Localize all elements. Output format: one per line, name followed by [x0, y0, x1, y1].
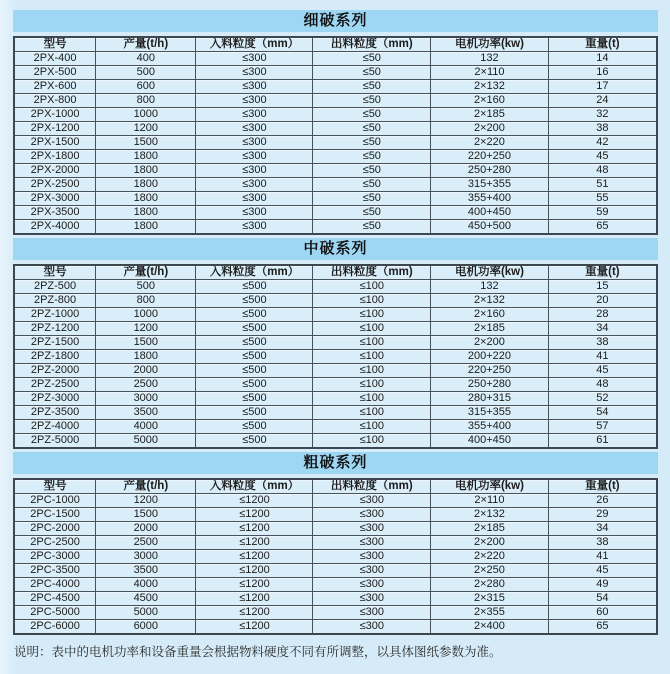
header-cell: 入料粒度（mm）: [196, 479, 313, 494]
cell: 2×110: [431, 66, 549, 80]
cell: 29: [548, 508, 657, 522]
header-cell: 型号: [14, 265, 96, 280]
cell: ≤100: [313, 364, 431, 378]
section-fine-crushing: [13, 10, 658, 235]
cell: 2PC-1000: [14, 494, 96, 508]
cell: 2PZ-500: [14, 280, 96, 294]
cell: ≤300: [196, 122, 313, 136]
cell: ≤300: [313, 606, 431, 620]
cell: 220+250: [431, 150, 549, 164]
cell: 1000: [96, 108, 196, 122]
cell: 2×200: [431, 536, 549, 550]
cell: 250+280: [431, 164, 549, 178]
cell: 38: [548, 336, 657, 350]
cell: 2PZ-2500: [14, 378, 96, 392]
cell: 1200: [96, 322, 196, 336]
table-row: [14, 536, 657, 550]
cell: ≤1200: [196, 564, 313, 578]
table-row: [14, 406, 657, 420]
cell: ≤300: [196, 52, 313, 66]
cell: 60: [548, 606, 657, 620]
cell: 45: [548, 150, 657, 164]
cell: 32: [548, 108, 657, 122]
cell: 132: [431, 52, 549, 66]
cell: 2PC-4000: [14, 578, 96, 592]
cell: 45: [548, 564, 657, 578]
footnote: 说明：表中的电机功率和设备重量会根据物料硬度不同有所调整，以具体图纸参数为准。: [14, 645, 502, 659]
table-row: [14, 392, 657, 406]
cell: ≤1200: [196, 620, 313, 635]
header-cell: 重量(t): [548, 479, 657, 494]
cell: 1800: [96, 192, 196, 206]
cell: 400: [96, 52, 196, 66]
header-cell: 电机功率(kw): [431, 37, 549, 52]
cell: 2PZ-3500: [14, 406, 96, 420]
cell: 355+400: [431, 420, 549, 434]
cell: 48: [548, 378, 657, 392]
header-cell: 入料粒度（mm）: [196, 37, 313, 52]
cell: ≤100: [313, 420, 431, 434]
cell: 2PX-1200: [14, 122, 96, 136]
cell: ≤50: [313, 52, 431, 66]
table-row: [14, 108, 657, 122]
cell: 38: [548, 536, 657, 550]
table-row: [14, 122, 657, 136]
cell: 2×185: [431, 322, 549, 336]
header-cell: 重量(t): [548, 37, 657, 52]
table-row: [14, 550, 657, 564]
cell: ≤50: [313, 108, 431, 122]
table-row: [14, 564, 657, 578]
cell: ≤100: [313, 280, 431, 294]
cell: ≤300: [196, 108, 313, 122]
cell: ≤300: [313, 494, 431, 508]
cell: 20: [548, 294, 657, 308]
cell: ≤300: [313, 536, 431, 550]
cell: 2PX-1800: [14, 150, 96, 164]
cell: 400+450: [431, 434, 549, 449]
cell: ≤1200: [196, 550, 313, 564]
cell: ≤300: [313, 578, 431, 592]
table-row: [14, 136, 657, 150]
cell: 2500: [96, 378, 196, 392]
cell: 48: [548, 164, 657, 178]
cell: ≤100: [313, 350, 431, 364]
table-row: [14, 522, 657, 536]
cell: 800: [96, 94, 196, 108]
cell: ≤500: [196, 406, 313, 420]
cell: 54: [548, 592, 657, 606]
cell: 2PZ-800: [14, 294, 96, 308]
cell: 17: [548, 80, 657, 94]
cell: 1800: [96, 150, 196, 164]
cell: 2PX-4000: [14, 220, 96, 235]
cell: 16: [548, 66, 657, 80]
cell: 1800: [96, 164, 196, 178]
cell: 65: [548, 220, 657, 235]
cell: ≤300: [313, 592, 431, 606]
cell: 2PZ-5000: [14, 434, 96, 449]
table-row: [14, 336, 657, 350]
header-cell: 产量(t/h): [96, 265, 196, 280]
cell: 3000: [96, 392, 196, 406]
cell: 2×132: [431, 508, 549, 522]
cell: 24: [548, 94, 657, 108]
cell: 1800: [96, 178, 196, 192]
cell: 280+315: [431, 392, 549, 406]
table-row: [14, 192, 657, 206]
table-row: [14, 178, 657, 192]
cell: 3500: [96, 564, 196, 578]
cell: 1500: [96, 336, 196, 350]
column-header-row: [14, 265, 657, 280]
cell: ≤500: [196, 336, 313, 350]
header-cell: 出料粒度（mm): [313, 265, 431, 280]
cell: 2×132: [431, 294, 549, 308]
cell: 2PX-3500: [14, 206, 96, 220]
cell: 500: [96, 66, 196, 80]
table-row: [14, 606, 657, 620]
cell: ≤300: [196, 206, 313, 220]
cell: 57: [548, 420, 657, 434]
header-cell: 电机功率(kw): [431, 479, 549, 494]
cell: ≤300: [196, 220, 313, 235]
cell: 34: [548, 522, 657, 536]
table-row: [14, 308, 657, 322]
cell: 2PX-1000: [14, 108, 96, 122]
cell: 65: [548, 620, 657, 635]
cell: ≤50: [313, 94, 431, 108]
cell: ≤300: [196, 136, 313, 150]
cell: 2PZ-1500: [14, 336, 96, 350]
cell: ≤100: [313, 308, 431, 322]
cell: ≤50: [313, 122, 431, 136]
table-row: [14, 364, 657, 378]
header-cell: 出料粒度（mm): [313, 479, 431, 494]
header-cell: 产量(t/h): [96, 479, 196, 494]
cell: 2500: [96, 536, 196, 550]
header-cell: 重量(t): [548, 265, 657, 280]
cell: 2PC-2500: [14, 536, 96, 550]
cell: ≤300: [196, 164, 313, 178]
header-cell: 产量(t/h): [96, 37, 196, 52]
cell: ≤1200: [196, 592, 313, 606]
cell: ≤100: [313, 406, 431, 420]
cell: 800: [96, 294, 196, 308]
cell: 3500: [96, 406, 196, 420]
cell: ≤1200: [196, 536, 313, 550]
cell: 2PZ-3000: [14, 392, 96, 406]
cell: ≤50: [313, 136, 431, 150]
cell: 51: [548, 178, 657, 192]
table-row: [14, 420, 657, 434]
cell: 2PZ-1800: [14, 350, 96, 364]
cell: 2PX-600: [14, 80, 96, 94]
table-row: [14, 280, 657, 294]
cell: 1800: [96, 206, 196, 220]
cell: 55: [548, 192, 657, 206]
cell: 15: [548, 280, 657, 294]
cell: ≤50: [313, 164, 431, 178]
table-row: [14, 378, 657, 392]
cell: 38: [548, 122, 657, 136]
table-row: [14, 494, 657, 508]
cell: 61: [548, 434, 657, 449]
table-row: [14, 322, 657, 336]
cell: 2×200: [431, 122, 549, 136]
cell: 2×185: [431, 522, 549, 536]
cell: ≤300: [196, 150, 313, 164]
table-row: [14, 80, 657, 94]
cell: 1200: [96, 494, 196, 508]
cell: 2PX-2000: [14, 164, 96, 178]
cell: 2PC-5000: [14, 606, 96, 620]
cell: 4000: [96, 420, 196, 434]
header-cell: 入料粒度（mm）: [196, 265, 313, 280]
header-cell: 出料粒度（mm): [313, 37, 431, 52]
cell: ≤500: [196, 308, 313, 322]
cell: ≤300: [196, 192, 313, 206]
cell: ≤500: [196, 378, 313, 392]
cell: ≤300: [196, 178, 313, 192]
cell: ≤1200: [196, 494, 313, 508]
cell: ≤500: [196, 350, 313, 364]
cell: 42: [548, 136, 657, 150]
cell: 2×132: [431, 80, 549, 94]
cell: 2000: [96, 522, 196, 536]
cell: ≤50: [313, 206, 431, 220]
cell: 2×280: [431, 578, 549, 592]
cell: 1800: [96, 220, 196, 235]
cell: 2000: [96, 364, 196, 378]
section-title-fine: 细破系列: [13, 10, 658, 32]
table-row: [14, 150, 657, 164]
table-row: [14, 350, 657, 364]
cell: 2PZ-1000: [14, 308, 96, 322]
cell: ≤500: [196, 420, 313, 434]
cell: 2PZ-1200: [14, 322, 96, 336]
cell: 315+355: [431, 406, 549, 420]
cell: ≤50: [313, 220, 431, 235]
cell: ≤500: [196, 392, 313, 406]
cell: 400+450: [431, 206, 549, 220]
cell: ≤1200: [196, 522, 313, 536]
section-coarse-crushing: [13, 452, 658, 635]
cell: ≤100: [313, 294, 431, 308]
table-row: [14, 52, 657, 66]
cell: 2×250: [431, 564, 549, 578]
cell: ≤50: [313, 80, 431, 94]
cell: 2PC-6000: [14, 620, 96, 635]
cell: 2PC-4500: [14, 592, 96, 606]
cell: 2×185: [431, 108, 549, 122]
cell: ≤1200: [196, 606, 313, 620]
cell: 2×220: [431, 550, 549, 564]
table-row: [14, 592, 657, 606]
cell: 2×160: [431, 308, 549, 322]
cell: ≤300: [313, 522, 431, 536]
cell: 450+500: [431, 220, 549, 235]
cell: 59: [548, 206, 657, 220]
cell: 45: [548, 364, 657, 378]
cell: ≤300: [196, 66, 313, 80]
cell: ≤500: [196, 280, 313, 294]
cell: ≤300: [196, 94, 313, 108]
cell: 6000: [96, 620, 196, 635]
cell: ≤50: [313, 178, 431, 192]
column-header-row: [14, 479, 657, 494]
section-title-coarse: 粗破系列: [13, 452, 658, 474]
cell: 54: [548, 406, 657, 420]
cell: 132: [431, 280, 549, 294]
cell: 315+355: [431, 178, 549, 192]
cell: 2×110: [431, 494, 549, 508]
cell: 500: [96, 280, 196, 294]
cell: 2PX-400: [14, 52, 96, 66]
cell: 26: [548, 494, 657, 508]
cell: 1500: [96, 508, 196, 522]
cell: ≤300: [313, 620, 431, 635]
cell: 2PX-1500: [14, 136, 96, 150]
table-row: [14, 66, 657, 80]
cell: 52: [548, 392, 657, 406]
table-row: [14, 508, 657, 522]
cell: ≤100: [313, 336, 431, 350]
cell: 41: [548, 350, 657, 364]
cell: 34: [548, 322, 657, 336]
table-row: [14, 294, 657, 308]
table-row: [14, 434, 657, 449]
cell: ≤50: [313, 192, 431, 206]
cell: 220+250: [431, 364, 549, 378]
cell: 1500: [96, 136, 196, 150]
cell: ≤500: [196, 294, 313, 308]
header-cell: 电机功率(kw): [431, 265, 549, 280]
table-row: [14, 220, 657, 235]
cell: 2×160: [431, 94, 549, 108]
cell: 1800: [96, 350, 196, 364]
cell: ≤1200: [196, 578, 313, 592]
cell: ≤50: [313, 150, 431, 164]
cell: 355+400: [431, 192, 549, 206]
cell: ≤100: [313, 392, 431, 406]
cell: 5000: [96, 606, 196, 620]
cell: ≤500: [196, 434, 313, 449]
section-title-medium: 中破系列: [13, 238, 658, 260]
cell: 2×220: [431, 136, 549, 150]
cell: 28: [548, 308, 657, 322]
header-cell: 型号: [14, 37, 96, 52]
cell: ≤100: [313, 434, 431, 449]
cell: 4000: [96, 578, 196, 592]
cell: 600: [96, 80, 196, 94]
cell: ≤500: [196, 322, 313, 336]
cell: 2×355: [431, 606, 549, 620]
cell: 250+280: [431, 378, 549, 392]
cell: 2PC-1500: [14, 508, 96, 522]
cell: ≤100: [313, 378, 431, 392]
cell: ≤300: [313, 550, 431, 564]
cell: 2PZ-4000: [14, 420, 96, 434]
cell: 200+220: [431, 350, 549, 364]
cell: ≤1200: [196, 508, 313, 522]
cell: 2PX-800: [14, 94, 96, 108]
cell: 41: [548, 550, 657, 564]
table-row: [14, 164, 657, 178]
cell: ≤300: [313, 564, 431, 578]
cell: 3000: [96, 550, 196, 564]
cell: 2×315: [431, 592, 549, 606]
cell: ≤500: [196, 364, 313, 378]
cell: 2PX-3000: [14, 192, 96, 206]
cell: 2PC-3000: [14, 550, 96, 564]
cell: ≤100: [313, 322, 431, 336]
header-cell: 型号: [14, 479, 96, 494]
cell: 4500: [96, 592, 196, 606]
cell: 2PC-2000: [14, 522, 96, 536]
cell: ≤300: [196, 80, 313, 94]
cell: 2PX-2500: [14, 178, 96, 192]
table-row: [14, 578, 657, 592]
table-row: [14, 94, 657, 108]
cell: 2PX-500: [14, 66, 96, 80]
cell: 2PC-3500: [14, 564, 96, 578]
cell: 14: [548, 52, 657, 66]
cell: 2PZ-2000: [14, 364, 96, 378]
cell: ≤50: [313, 66, 431, 80]
cell: 1200: [96, 122, 196, 136]
table-row: [14, 620, 657, 635]
section-medium-crushing: [13, 238, 658, 449]
cell: 2×400: [431, 620, 549, 635]
cell: 5000: [96, 434, 196, 449]
spec-table-medium: [13, 264, 658, 449]
cell: 2×200: [431, 336, 549, 350]
spec-table-coarse: [13, 478, 658, 635]
cell: 49: [548, 578, 657, 592]
spec-table-fine: [13, 36, 658, 235]
column-header-row: [14, 37, 657, 52]
table-row: [14, 206, 657, 220]
cell: 1000: [96, 308, 196, 322]
cell: ≤300: [313, 508, 431, 522]
